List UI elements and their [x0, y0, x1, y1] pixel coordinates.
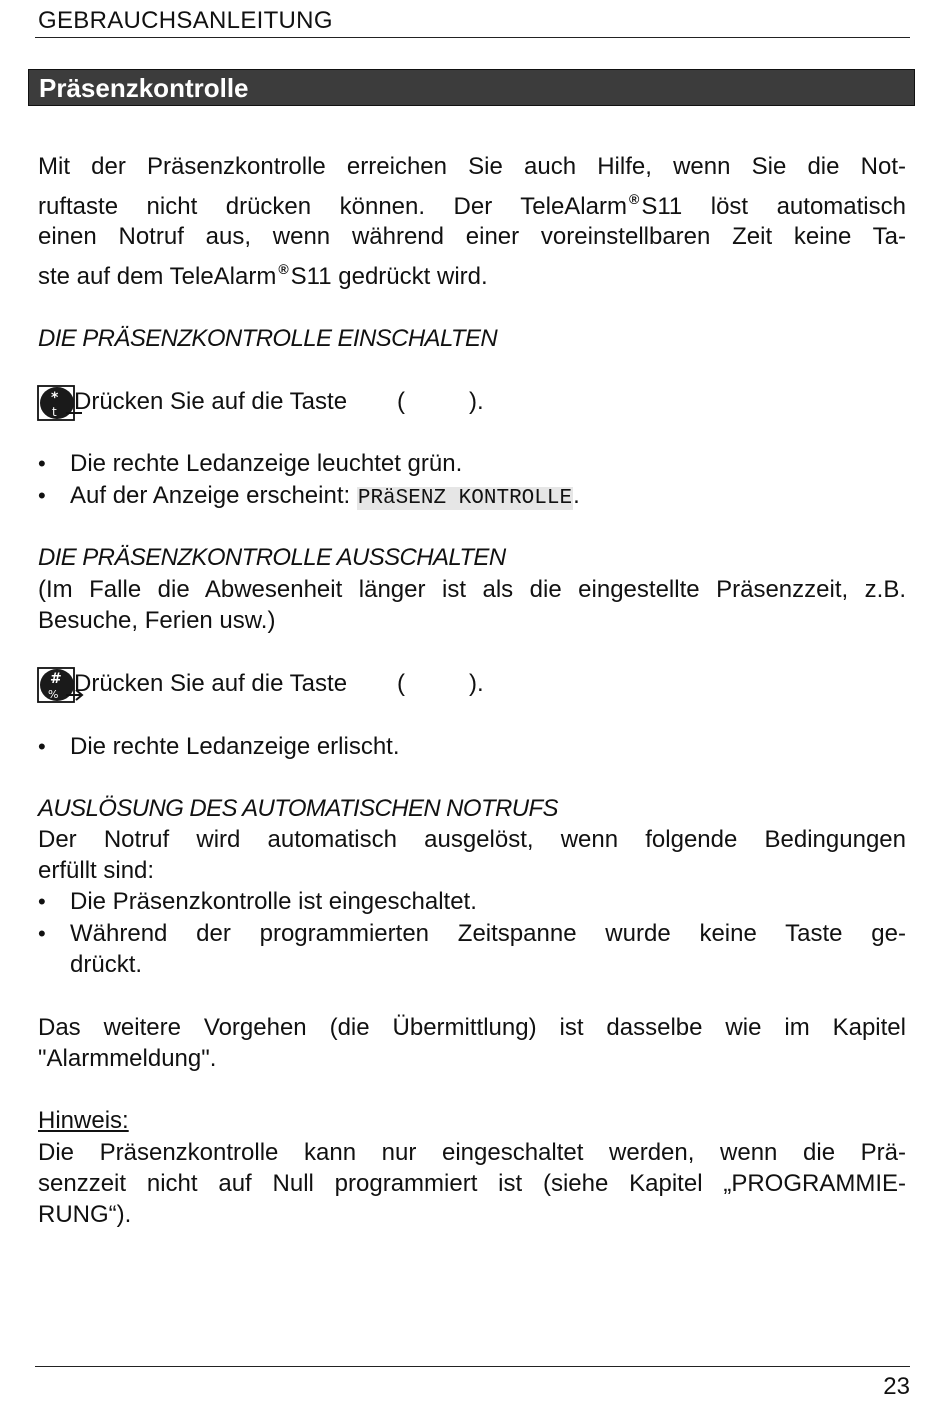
ausloesung-heading: AUSLÖSUNG DES AUTOMATISCHEN NOTRUFS [38, 795, 558, 822]
running-header: GEBRAUCHSANLEITUNG [38, 7, 333, 34]
ausloesung-bullet-2-cont: drückt. [70, 951, 143, 978]
hinweis-line-1: Die Präsenzkontrolle kann nur eingeschaltet werden, wenn die Prä- [38, 1139, 906, 1166]
hinweis-label: Hinweis: [38, 1107, 129, 1134]
registered-mark: ® [278, 261, 289, 277]
bullet-glyph: • [38, 483, 46, 508]
paren-open: ( [397, 388, 406, 415]
intro-line-4 [38, 254, 488, 292]
intro-line-1: Mit der Präsenzkontrolle erreichen Sie auch Hilfe, wenn Sie die Not- [38, 153, 906, 180]
svg-text:#: # [50, 671, 62, 687]
display-suffix: . [573, 482, 580, 509]
intro-line-3: einen Notruf aus, wenn während einer voreinstellbaren Zeit keine Ta- [38, 223, 906, 250]
display-readout: PRäSENZ KONTROLLE [357, 487, 573, 510]
page-number: 23 [883, 1373, 910, 1400]
einschalten-bullet-1: Die rechte Ledanzeige leuchtet grün. [70, 450, 463, 477]
ausloesung-line-1: Der Notruf wird automatisch ausgelöst, wenn folgende Bedingungen [38, 826, 906, 853]
paren-close: ). [469, 670, 484, 697]
ausloesung-bullet-2: Während der programmierten Zeitspanne wurde keine Taste ge- [70, 920, 906, 947]
einschalten-bullet-2 [70, 481, 580, 514]
section-title-bar [28, 69, 915, 106]
paren-close: ). [469, 388, 484, 415]
intro-line-2 [38, 184, 906, 222]
registered-mark: ® [628, 191, 640, 207]
bullet-glyph: • [38, 451, 46, 476]
ausschalten-note-1: (Im Falle die Abwesenheit länger ist als die eingestellte Präsenzzeit, z.B. [38, 576, 906, 603]
footer-rule [35, 1366, 910, 1367]
svg-text:t: t [52, 405, 57, 419]
ausschalten-note-2: Besuche, Ferien usw.) [38, 607, 276, 634]
ausschalten-heading: DIE PRÄSENZKONTROLLE AUSSCHALTEN [38, 544, 506, 571]
ausloesung-line-2: erfüllt sind: [38, 857, 155, 884]
ausschalten-instruction [74, 669, 484, 699]
ausschalten-instruction-text: Drücken Sie auf die Taste [74, 670, 348, 697]
hinweis-line-2: senzzeit nicht auf Null programmiert ist (siehe Kapitel „PROGRAMMIE- [38, 1170, 906, 1197]
einschalten-bullet-2-text: Auf der Anzeige erscheint: [70, 482, 357, 509]
intro-line-4b: S11 gedrückt wird. [290, 263, 488, 290]
svg-text:*: * [51, 390, 59, 406]
einschalten-heading: DIE PRÄSENZKONTROLLE EINSCHALTEN [38, 325, 498, 352]
bullet-glyph: • [38, 921, 46, 946]
ausschalten-bullet-1: Die rechte Ledanzeige erlischt. [70, 733, 400, 760]
intro-line-4a: ste auf dem TeleAlarm [38, 263, 277, 290]
header-rule [35, 37, 910, 38]
paren-open: ( [397, 670, 406, 697]
intro-line-2a: ruftaste nicht drücken können. Der TeleAlarm [38, 193, 627, 220]
vorgehen-line-2: "Alarmmeldung". [38, 1045, 217, 1072]
intro-line-2b: S11 löst automatisch [641, 193, 906, 220]
svg-text:%: % [48, 688, 59, 701]
ausloesung-bullet-1: Die Präsenzkontrolle ist eingeschaltet. [70, 888, 477, 915]
einschalten-instruction [74, 387, 484, 417]
bullet-glyph: • [38, 889, 46, 914]
section-title: Präsenzkontrolle [39, 73, 249, 103]
hinweis-line-3: RUNG“). [38, 1201, 132, 1228]
bullet-glyph: • [38, 734, 46, 759]
einschalten-instruction-text: Drücken Sie auf die Taste [74, 388, 348, 415]
vorgehen-line-1: Das weitere Vorgehen (die Übermittlung) ist dasselbe wie im Kapitel [38, 1014, 906, 1041]
